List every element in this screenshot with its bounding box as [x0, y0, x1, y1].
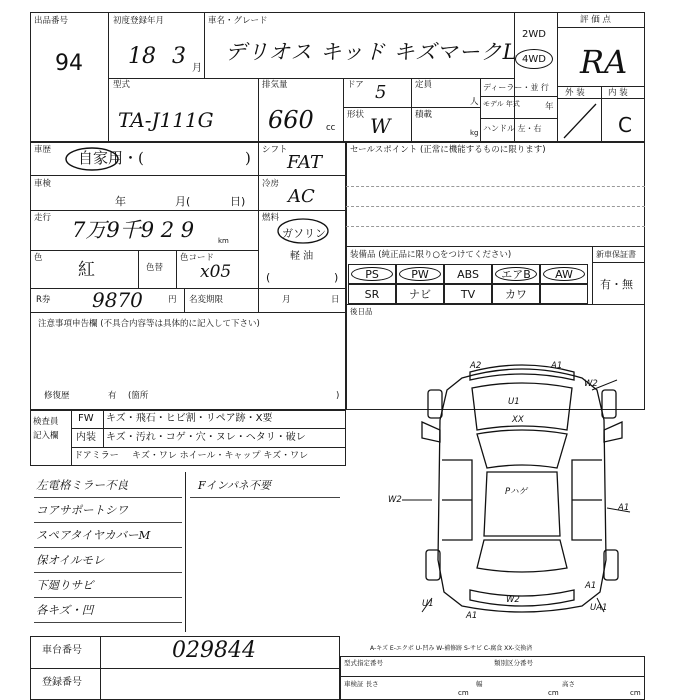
dashed-line [346, 226, 645, 227]
capacity-unit: 人 [470, 97, 479, 107]
divider [258, 210, 346, 211]
divider [346, 246, 645, 247]
note-left-4: 保オイルモレ [36, 553, 105, 567]
note-line [34, 547, 182, 548]
divider [592, 262, 645, 263]
capacity-label: 定員 [415, 80, 433, 90]
cm-2: cm [548, 689, 559, 697]
dealer-label: ディーラー・並 行 [483, 83, 549, 92]
cm-1: cm [458, 689, 469, 697]
ac-label: 冷房 [262, 179, 280, 189]
equip-circle [543, 267, 585, 281]
equip-cell: ナビ [396, 284, 444, 304]
repair-label: 修復歴 [44, 391, 70, 401]
divider [30, 250, 258, 251]
mark-a2: A2 [470, 361, 482, 371]
divider [30, 668, 340, 669]
mark-a1-br: A1 [585, 581, 597, 591]
divider [71, 428, 346, 429]
divider [103, 410, 104, 447]
shift-label: シフト [262, 145, 288, 155]
reg-no-label: 登録番号 [42, 677, 82, 688]
lot-label: 出品番号 [34, 16, 69, 26]
divider [30, 175, 258, 176]
inspector-text-2: キズ・汚れ・コゲ・穴・ヌレ・ヘタリ・破レ [106, 432, 306, 443]
inspector-text-1: キズ・飛石・ヒビ割・リペア跡・X要 [106, 413, 273, 424]
divider [258, 175, 346, 176]
ac-value: AC [288, 186, 315, 207]
note-line [34, 497, 182, 498]
recycle-label: R券 [36, 295, 51, 305]
divider [30, 312, 346, 313]
equip-cell: カワ [492, 284, 540, 304]
fuel-paren-close: ) [334, 271, 339, 284]
reg-year: 18 [128, 44, 156, 69]
reg-label: 初度登録年月 [113, 16, 165, 26]
history-label: 車歴 [34, 145, 52, 155]
shape-value: W [370, 114, 391, 138]
color-no-label: 色替 [146, 263, 164, 273]
divider [185, 472, 186, 632]
height-label: 高さ [562, 680, 575, 688]
divider [71, 410, 72, 466]
interior-label: 内 装 [608, 88, 628, 98]
cc-unit: cc [326, 123, 336, 133]
divider [30, 210, 258, 211]
divider [71, 447, 346, 448]
mark-ua1: UA1 [590, 603, 608, 613]
equip-cell: SR [348, 284, 396, 304]
recycle-value: 9870 [92, 288, 143, 312]
note-left-3: スペアタイヤカバーM [36, 528, 151, 542]
handle-label: ハンドル 左・右 [483, 124, 542, 133]
inspector-text-3: キズ・ワレ ホイール・キャップ キズ・ワレ [132, 451, 309, 461]
cm-3: cm [630, 689, 641, 697]
note-left-6: 各キズ・凹 [36, 603, 94, 617]
spec-label-2: 類別区分番号 [494, 659, 533, 667]
note-left-2: コアサポートシワ [36, 503, 128, 517]
divider [480, 78, 481, 142]
equip-circle [399, 267, 441, 281]
aftermarket-label: 後日品 [350, 307, 373, 316]
door-value: 5 [375, 82, 387, 103]
reg-month-unit: 月 [192, 63, 202, 74]
divider [340, 676, 645, 677]
cc-label: 排気量 [262, 80, 288, 90]
mark-w2-left: W2 [388, 495, 402, 505]
divider [258, 78, 259, 142]
inspector-label-1: 検査員 [33, 417, 59, 427]
load-unit: kg [470, 129, 479, 137]
mark-xx: XX [512, 415, 524, 425]
equip-cell: PS [348, 264, 396, 284]
diesel-label: 軽 油 [290, 251, 314, 262]
inspector-key-3: ドアミラー [74, 451, 119, 461]
equip-cell: エアB [492, 264, 540, 284]
divider [480, 118, 557, 119]
model-label: 車名・グレード [208, 16, 268, 26]
equip-cell: TV [444, 284, 492, 304]
note-left-5: 下廻りサビ [36, 578, 94, 592]
drive-circle [515, 49, 553, 69]
equip-circle [495, 267, 537, 281]
note-right-1: Fインパネ不要 [198, 479, 271, 492]
mark-w2-top: W2 [584, 379, 598, 389]
length-label: 車検証 長さ [344, 680, 379, 688]
divider [258, 142, 259, 312]
divider [343, 78, 344, 142]
spec-label-1: 型式指定番号 [344, 659, 383, 667]
warranty-value: 有・無 [600, 278, 633, 291]
color-label: 色 [34, 253, 43, 263]
dashed-line [346, 186, 645, 187]
note-line [34, 572, 182, 573]
history-value: 自家用・( [78, 149, 144, 167]
drive-2wd: 2WD [522, 29, 546, 40]
type-value: TA-J111G [118, 108, 214, 132]
divider [480, 96, 557, 97]
type-label: 型式 [113, 80, 131, 90]
mark-a1-top: A1 [551, 361, 563, 371]
fuel-value: ガソリン [282, 227, 326, 240]
grade-value: RA [580, 43, 628, 81]
sales-label: セールスポイント (正常に機能するものに限ります) [350, 145, 546, 155]
equip-circle [351, 267, 393, 281]
interior-value: C [618, 113, 632, 137]
drive-4wd: 4WD [522, 54, 546, 65]
fuel-paren-open: ( [266, 271, 271, 284]
divider [184, 288, 185, 312]
lot-number: 94 [55, 51, 83, 76]
divider [346, 304, 645, 305]
inspection-day: 日) [230, 195, 246, 208]
shift-value: FAT [287, 152, 322, 173]
fuel-circle [276, 216, 330, 246]
divider [557, 27, 645, 28]
note-line [34, 597, 182, 598]
exterior-label: 外 装 [565, 88, 585, 98]
model-year-unit: 年 [545, 102, 554, 112]
car-diagram [392, 350, 652, 620]
divider [176, 250, 177, 288]
repair-value: 有 [108, 391, 117, 401]
note-line [190, 497, 340, 498]
dashed-line [346, 206, 645, 207]
divider [108, 12, 109, 142]
name-change-label: 名変期限 [189, 295, 224, 305]
spec-block [340, 656, 645, 700]
model-year-label: モデル 年式 [483, 100, 520, 108]
equip-cell [540, 284, 588, 304]
reg-month: 3 [172, 44, 186, 69]
mark-u1-top: U1 [508, 397, 520, 407]
divider [343, 107, 480, 108]
divider [204, 12, 205, 78]
color-code-value: x05 [200, 262, 232, 282]
mark-a1-bottom: A1 [466, 611, 478, 621]
notes-label: 注意事項申告欄 (不具合内容等は具体的に記入して下さい) [38, 319, 260, 329]
divider [30, 288, 346, 289]
mark-w2-bottom: W2 [506, 595, 520, 605]
divider [138, 250, 139, 288]
equip-cell: AW [540, 264, 588, 284]
cc-value: 660 [268, 106, 314, 134]
color-value: 紅 [78, 260, 95, 280]
new-warranty-label: 新車保証書 [596, 250, 636, 259]
damage-legend: A-キズ E-エクボ U-凹み W-補修跡 S-サビ C-腐食 XX-交換済 [370, 645, 533, 652]
chassis-value: 029844 [172, 638, 256, 663]
chassis-label: 車台番号 [42, 645, 82, 656]
divider [411, 78, 412, 142]
divider [557, 12, 558, 142]
equip-cell: PW [396, 264, 444, 284]
inspection-label: 車検 [34, 179, 52, 189]
repair-close: ) [336, 391, 340, 401]
inspection-month: 月( [175, 195, 191, 208]
equip-label: 装備品 (純正品に限り○をつけてください) [350, 250, 512, 260]
door-label: ドア [347, 80, 364, 90]
note-line [34, 522, 182, 523]
divider [514, 12, 515, 142]
note-line [34, 622, 182, 623]
mark-a1-right: A1 [618, 503, 630, 513]
note-left-1: 左電格ミラー不良 [36, 478, 128, 492]
color-code-label: 色コード [180, 253, 215, 263]
history-circle [64, 145, 124, 173]
inspector-key-2: 内装 [76, 432, 96, 443]
mileage-label: 走行 [34, 213, 52, 223]
recycle-unit: 円 [168, 295, 177, 305]
equip-cell: ABS [444, 264, 492, 284]
mark-u1-bottom: U1 [422, 599, 434, 609]
divider [592, 246, 593, 304]
width-label: 幅 [476, 680, 483, 688]
load-label: 積載 [415, 110, 433, 120]
fuel-label: 燃料 [262, 213, 280, 223]
mileage-value: 7万9千9 2 9 [72, 218, 195, 242]
exterior-slash [560, 100, 600, 140]
model-name: デリオス キッド キズマークL [225, 40, 518, 64]
divider [601, 86, 602, 142]
inspector-label-2: 記入欄 [33, 431, 59, 441]
mileage-unit: km [218, 237, 229, 245]
mark-pkg: Pハゲ [505, 487, 528, 497]
name-change-month: 月 [282, 295, 291, 305]
grade-label: 評 価 点 [580, 15, 611, 25]
inspection-year: 年 [115, 195, 126, 208]
shape-label: 形状 [347, 110, 365, 120]
history-close: ) [245, 149, 251, 167]
repair-place: (箇所 [128, 391, 149, 401]
divider [108, 78, 514, 79]
name-change-day: 日 [331, 295, 340, 305]
inspector-key-1: FW [78, 413, 94, 424]
